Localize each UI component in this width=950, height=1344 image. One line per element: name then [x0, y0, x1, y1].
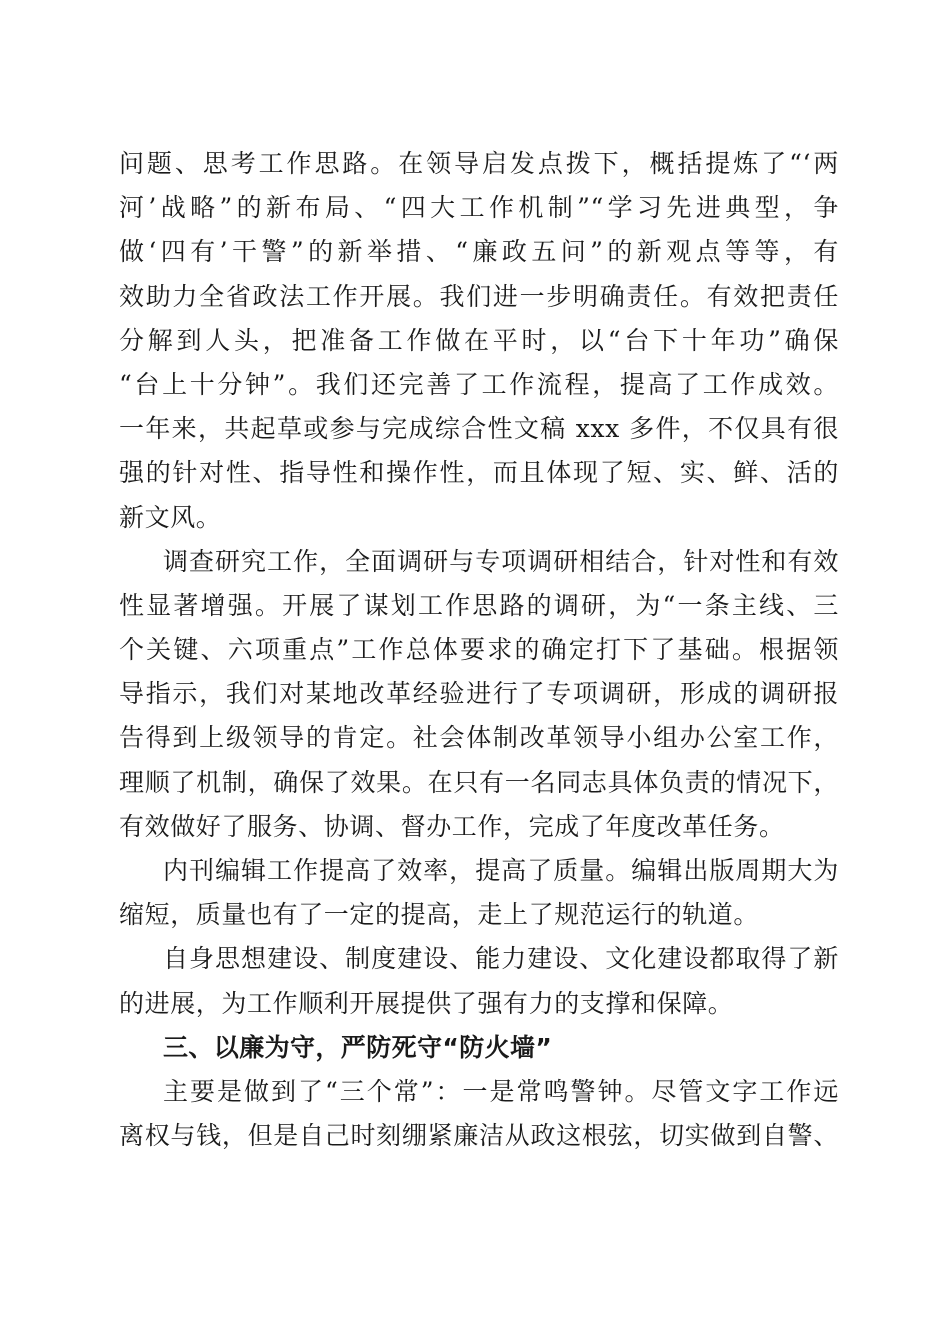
text-line: 理顺了机制，确保了效果。在只有一名同志具体负责的情况下，	[119, 767, 839, 797]
text-line: 调查研究工作，全面调研与专项调研相结合，针对性和有效	[163, 546, 839, 576]
text-line: 导指示，我们对某地改革经验进行了专项调研，形成的调研报	[119, 679, 839, 709]
text-line: “台上十分钟”。我们还完善了工作流程，提高了工作成效。	[119, 369, 839, 399]
paragraph-self-building	[119, 937, 839, 1025]
text-line: 有效做好了服务、协调、督办工作，完成了年度改革任务。	[119, 811, 785, 841]
paragraph-research-work	[119, 540, 839, 849]
text-line: 的进展，为工作顺利开展提供了强有力的支撑和保障。	[119, 988, 734, 1018]
text-line: 问题、思考工作思路。在领导启发点拨下，概括提炼了“‘两	[119, 149, 839, 178]
paragraph-editing-work	[119, 849, 839, 937]
text-line: 一年来，共起草或参与完成综合性文稿 xxx 多件，不仅具有很	[119, 414, 839, 444]
text-line: 新文风。	[119, 502, 222, 532]
text-line: 内刊编辑工作提高了效率，提高了质量。编辑出版周期大为	[163, 856, 839, 885]
text-line: 性显著增强。开展了谋划工作思路的调研，为“一条主线、三	[119, 590, 839, 620]
text-line: 做‘四有’干警”的新举措、“廉政五问”的新观点等等，有	[119, 237, 839, 267]
section-heading: 三、以廉为守，严防死守“防火墙”	[163, 1032, 553, 1062]
paragraph-writing-work	[119, 142, 839, 540]
text-line: 自身思想建设、制度建设、能力建设、文化建设都取得了新	[163, 944, 839, 974]
text-line: 河’战略”的新布局、“四大工作机制”“学习先进典型，争	[119, 193, 839, 223]
text-line: 分解到人头，把准备工作做在平时，以“台下十年功”确保	[119, 325, 839, 355]
paragraph-integrity	[119, 1070, 839, 1158]
text-line: 主要是做到了“三个常”：一是常鸣警钟。尽管文字工作远	[163, 1076, 839, 1106]
document-body	[119, 142, 839, 1158]
text-line: 个关键、六项重点”工作总体要求的确定打下了基础。根据领	[119, 635, 839, 665]
text-line: 缩短，质量也有了一定的提高，走上了规范运行的轨道。	[119, 900, 760, 930]
text-line: 效助力全省政法工作开展。我们进一步明确责任。有效把责任	[119, 281, 839, 311]
text-line: 强的针对性、指导性和操作性，而且体现了短、实、鲜、活的	[119, 458, 839, 488]
text-line: 告得到上级领导的肯定。社会体制改革领导小组办公室工作，	[119, 723, 839, 753]
text-line: 离权与钱，但是自己时刻绷紧廉洁从政这根弦，切实做到自警、	[119, 1121, 839, 1151]
